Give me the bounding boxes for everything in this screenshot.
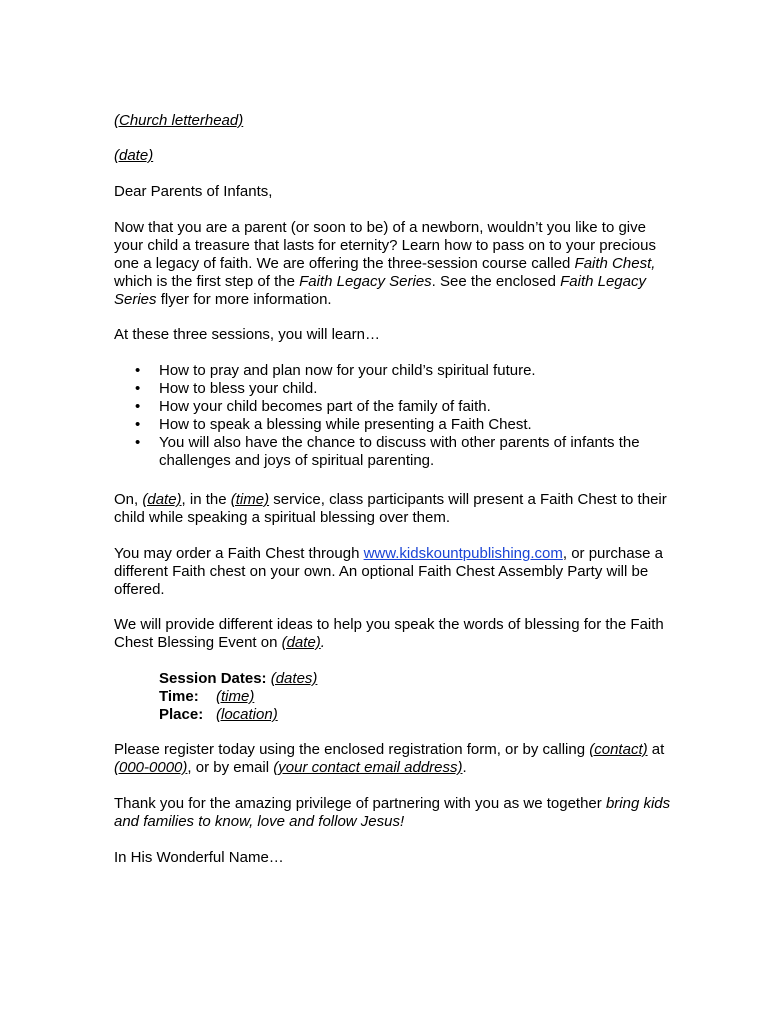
time-value: (time) [216, 688, 255, 705]
closing: In His Wonderful Name… [114, 849, 284, 866]
register-text-1: Please register today using the enclosed registration form, or by calling [114, 741, 590, 758]
presentation-time-placeholder: (time) [230, 491, 270, 508]
session-details [159, 670, 559, 724]
series-name-2: Faith Legacy Series [114, 273, 646, 308]
presentation-text-3: service, class participants will present a Faith Chest to their child while speaking a spiritual blessing over them. [114, 491, 667, 526]
motto-text: bring kids and families to know, love and follow Jesus! [114, 795, 671, 830]
presentation-paragraph [114, 491, 674, 527]
session-dates-row [159, 670, 559, 688]
list-item [114, 434, 674, 470]
bullet-icon: • [135, 362, 141, 379]
intro-text-4: flyer for more information. [156, 291, 332, 308]
order-text-1: You may order a Faith Chest through [114, 545, 364, 562]
register-text-2: at [647, 741, 665, 758]
list-item-text: How your child becomes part of the family of faith. [159, 398, 491, 415]
bullet-icon: • [135, 398, 141, 415]
phone-placeholder: (000-0000) [114, 759, 188, 776]
place-row [159, 706, 559, 724]
presentation-text-1: On, [114, 491, 143, 508]
list-item-text: How to bless your child. [159, 380, 318, 397]
register-text-3: , or by email [187, 759, 274, 776]
ideas-text-1: We will provide different ideas to help you speak the words of blessing for the Faith Chest Blessing Event on [114, 616, 664, 651]
thanks-paragraph [114, 795, 674, 831]
intro-text-1: Now that you are a parent (or soon to be) of a newborn, wouldn’t you like to give your child a treasure that lasts for eternity? Learn how to pass on to your precious one a legacy of faith. We are offering the three-session course called [114, 219, 656, 272]
blessing-event-date-placeholder: (date) [281, 634, 321, 651]
list-item [114, 362, 674, 380]
list-item [114, 398, 674, 416]
place-label: Place: [159, 706, 204, 723]
presentation-text-2: , in the [181, 491, 231, 508]
email-placeholder: (your contact email address) [273, 759, 463, 776]
presentation-date-placeholder: (date) [142, 491, 182, 508]
publisher-website-link[interactable]: www.kidskountpublishing.com [363, 545, 563, 562]
course-name: Faith Chest, [574, 255, 656, 272]
list-item-text: How to pray and plan now for your child’s spiritual future. [159, 362, 536, 379]
salutation: Dear Parents of Infants, [114, 183, 273, 200]
ideas-paragraph [114, 616, 674, 652]
learning-list [114, 362, 674, 470]
list-item-text: How to speak a blessing while presenting a Faith Chest. [159, 416, 532, 433]
register-paragraph [114, 741, 674, 777]
bullet-icon: • [135, 434, 141, 451]
contact-placeholder: (contact) [589, 741, 648, 758]
session-dates-value: (dates) [270, 670, 318, 687]
intro-text-2: which is the first step of the [114, 273, 300, 290]
bullet-icon: • [135, 416, 141, 433]
list-item-text: You will also have the chance to discuss with other parents of infants the challenges and joys of spiritual parenting. [159, 434, 640, 469]
place-value: (location) [216, 706, 278, 723]
intro-paragraph [114, 219, 674, 309]
learn-intro: At these three sessions, you will learn… [114, 326, 380, 343]
list-item [114, 380, 674, 398]
thanks-text: Thank you for the amazing privilege of partnering with you as we together [114, 795, 606, 812]
ideas-text-2: . [320, 634, 325, 651]
time-label: Time: [159, 688, 199, 705]
list-item [114, 416, 674, 434]
order-text-2: , or purchase a different Faith chest on your own. An optional Faith Chest Assembly Party will be offered. [114, 545, 663, 598]
bullet-icon: • [135, 380, 141, 397]
register-text-4: . [462, 759, 467, 776]
time-row [159, 688, 559, 706]
session-dates-label: Session Dates: [159, 670, 267, 687]
date-placeholder: (date) [114, 147, 154, 164]
order-paragraph [114, 545, 674, 599]
intro-text-3: . See the enclosed [431, 273, 561, 290]
church-letterhead-placeholder: (Church letterhead) [114, 112, 244, 129]
series-name: Faith Legacy Series [299, 273, 432, 290]
